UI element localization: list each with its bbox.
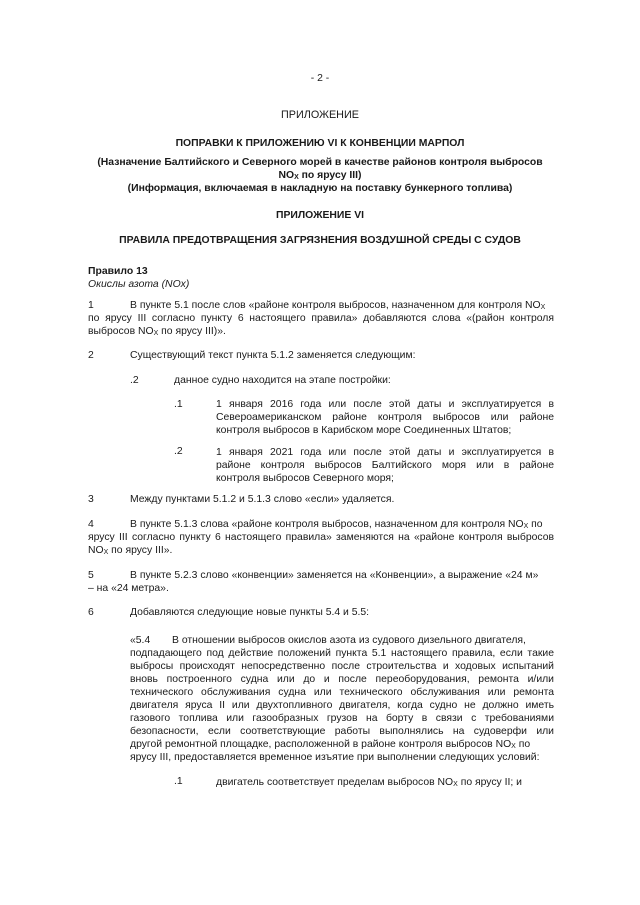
annex-heading: ПРИЛОЖЕНИЕ <box>281 109 359 121</box>
quote-line-3: выбросы происходят непосредственно после строительства и ходовых испытаний <box>130 661 554 672</box>
p5-line-2: – на «24 метра». <box>88 583 169 594</box>
quote-line-5: технического обслуживания судна или технического обслуживания или ремонта <box>130 687 554 698</box>
p1-line-1: В пункте 5.1 после слов «районе контроля выбросов, назначенном для контроля $NO_X$ <box>130 300 546 311</box>
p2-sub-2-text: данное судно находится на этапе постройки: <box>174 375 391 386</box>
p4-line-2: ярусу III согласно пункту 6 настоящего правила» заменяются на «районе контроля выбросов <box>88 532 554 543</box>
p4-line-3: $NO_X$ по ярусу III». <box>88 545 173 556</box>
quote-line-7: газового топлива или газообразных грузов на борту в связи с требованиями <box>130 713 554 724</box>
quote-line-2: подпадающего под действие положений пункта 5.1 настоящего правила, если такие <box>130 648 554 659</box>
p5-line-1: В пункте 5.2.3 слово «конвенции» заменяется на «Конвенции», а выражение «24 м» <box>130 570 539 581</box>
p2-sub-2b-line-2: районе контроля выбросов Балтийского моря или в районе <box>216 460 554 471</box>
designation-line-1: (Назначение Балтийского и Северного морей в качестве районов контроля выбросов <box>97 157 543 168</box>
p6-text: Добавляются следующие новые пункты 5.4 и 5.5: <box>130 607 370 618</box>
regulation-subheading: Окислы азота (NOx) <box>88 279 190 290</box>
item-number-3: 3 <box>88 494 94 505</box>
designation-line-2: $NO_X$ по ярусу III) <box>278 170 362 181</box>
information-line: (Информация, включаемая в накладную на поставку бункерного топлива) <box>127 183 513 194</box>
p2-sub-1-line-3: контроля выбросов в Карибском море Соединенных Штатов; <box>216 425 512 436</box>
p2-sub-2-number: .2 <box>130 375 139 386</box>
quote-line-4: вновь построенного судна или до и после переоборудования, ремонта и/или <box>130 674 554 685</box>
p2-sub-1-line-2: Североамериканском районе контроля выбросов или районе <box>216 412 554 423</box>
p3-text: Между пунктами 5.1.2 и 5.1.3 слово «если» удаляется. <box>130 494 395 505</box>
quote-line-9: другой ремонтной площадке, расположенной в районе контроля выбросов $NO_X$ по <box>130 739 531 750</box>
p1-line-3: выбросов $NO_X$ по ярусу III)». <box>88 326 226 337</box>
amendments-title: ПОПРАВКИ К ПРИЛОЖЕНИЮ VI К КОНВЕНЦИИ МАРПОЛ <box>175 138 465 149</box>
quote-line-8: безопасности, если соответствующие работы выполнялись на судоверфи или <box>130 726 554 737</box>
quote-number: «5.4 <box>130 635 151 646</box>
p4-line-1: В пункте 5.1.3 слова «районе контроля выбросов, назначенном для контроля $NO_X$ по <box>130 519 543 530</box>
p2-sub-2b-number: .2 <box>174 446 183 457</box>
regulations-title: ПРАВИЛА ПРЕДОТВРАЩЕНИЯ ЗАГРЯЗНЕНИЯ ВОЗДУШНОЙ СРЕДЫ С СУДОВ <box>119 235 521 246</box>
last-sub-number: .1 <box>174 776 183 787</box>
item-number-2: 2 <box>88 350 94 361</box>
item-number-4: 4 <box>88 519 94 530</box>
page-number: - 2 - <box>310 73 330 84</box>
item-number-6: 6 <box>88 607 94 618</box>
p2-sub-2b-line-1: 1 января 2021 года или после этой даты и эксплуатируется в <box>216 447 554 458</box>
p2-sub-1-number: .1 <box>174 399 183 410</box>
quote-line-10: ярусу III, предоставляется временное изъятие при выполнении следующих условий: <box>130 752 540 763</box>
regulation-heading: Правило 13 <box>88 266 148 277</box>
quote-line-6: двигателя яруса II или двухтопливного двигателя, когда судно не должно иметь <box>130 700 554 711</box>
item-number-1: 1 <box>88 300 94 311</box>
quote-line-1: В отношении выбросов окислов азота из судового дизельного двигателя, <box>172 635 526 646</box>
p2-text: Существующий текст пункта 5.1.2 заменяется следующим: <box>130 350 416 361</box>
last-sub-text: двигатель соответствует пределам выбросов $NO_X$ по ярусу II; и <box>216 777 522 788</box>
item-number-5: 5 <box>88 570 94 581</box>
annex-vi-title: ПРИЛОЖЕНИЕ VI <box>275 210 365 221</box>
p2-sub-2b-line-3: контроля выбросов Северного моря; <box>216 473 394 484</box>
p1-line-2: по ярусу III согласно пункту 6 настоящего правила» добавляются слова «(район контроля <box>88 313 554 324</box>
p2-sub-1-line-1: 1 января 2016 года или после этой даты и эксплуатируется в <box>216 399 554 410</box>
